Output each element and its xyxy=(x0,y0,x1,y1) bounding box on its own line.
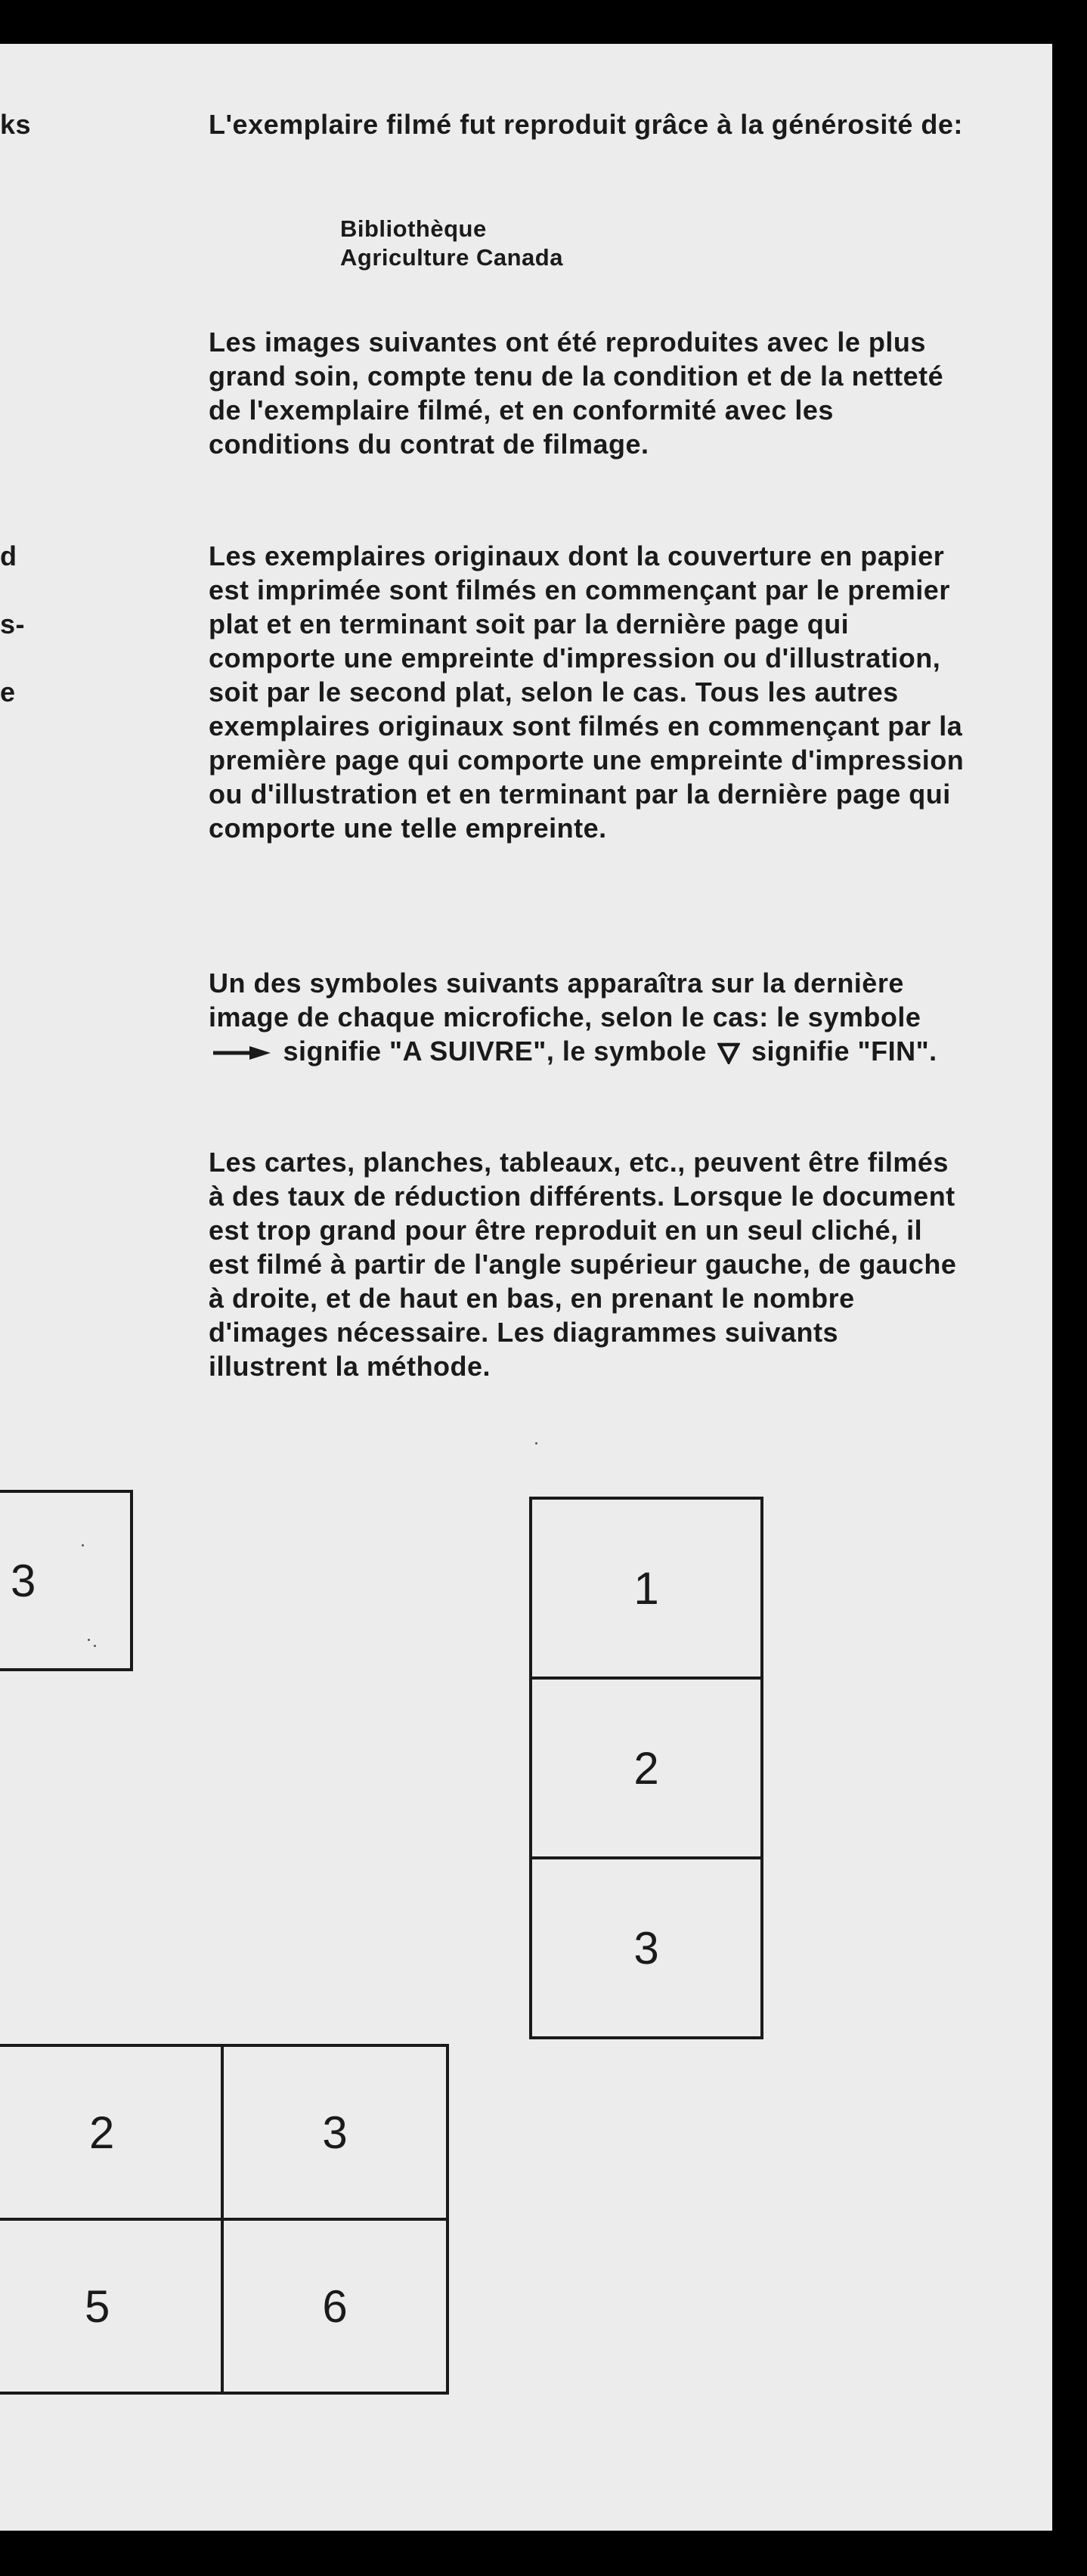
quality-paragraph: Les images suivantes ont été reproduites avec le plus grand soin, compte tenu de la condition et de la netteté de l'exemplaire filmé, et en conformité avec les conditions du contrat de filmage. xyxy=(209,327,944,460)
diagram-cell-number: 2 xyxy=(633,1742,659,1794)
filming-order-paragraph: Les exemplaires originaux dont la couverture en papier est imprimée sont filmés en commençant par le premier plat et en terminant soit par la dernière page qui comporte une empreinte d'impression ou d'illustration, soit par le second plat, selon le cas. Tous les autres exemplaires originaux sont filmés en commençant par la première page qui comporte une empreinte d'impression ou d'illustration et en terminant par la dernière page qui comporte une telle empreinte. xyxy=(209,540,965,844)
arrow-right-icon xyxy=(212,1044,272,1062)
diagram-cell-number: 2 xyxy=(89,2107,115,2158)
diagram-cell xyxy=(221,2044,449,2221)
speck xyxy=(88,1639,90,1641)
diagram-cell xyxy=(529,1497,763,1680)
diagram-cell-number: 5 xyxy=(85,2280,110,2332)
library-line: Bibliothèque xyxy=(340,215,487,242)
diagram-cell xyxy=(0,1490,133,1671)
fragment-text: s- xyxy=(0,608,26,639)
diagram-cell-number: 6 xyxy=(322,2280,348,2332)
diagram-cell xyxy=(0,2218,224,2395)
fragment-text: ks xyxy=(0,109,32,140)
symbols-text: signifie "FIN". xyxy=(751,1036,937,1067)
fragment-text: d xyxy=(0,540,17,571)
reduction-paragraph: Les cartes, planches, tableaux, etc., peuvent être filmés à des taux de réduction différents. Lorsque le document est trop grand pour être reproduit en un seul cliché, il est filmé à partir de l'angle supérieur gauche, de gauche à droite, et de haut en bas, en prenant le nombre d'images nécessaire. Les diagrammes suivants illustrent la méthode. xyxy=(209,1147,957,1382)
diagram-cell xyxy=(221,2218,449,2395)
diagram-cell xyxy=(529,1677,763,1859)
down-triangle-icon xyxy=(717,1042,740,1064)
diagram-cell-number: 3 xyxy=(322,2107,348,2158)
symbols-paragraph xyxy=(209,966,965,1068)
speck xyxy=(535,1442,537,1444)
diagram-cell-number: 3 xyxy=(11,1555,36,1606)
library-line: Agriculture Canada xyxy=(340,244,563,271)
speck xyxy=(94,1645,96,1647)
library-name xyxy=(340,215,794,272)
symbols-text: Un des symboles suivants apparaîtra sur la dernière image de chaque microfiche, selon le cas: le symbole xyxy=(209,968,921,1033)
diagram-cell-number: 1 xyxy=(633,1562,659,1614)
fragment-text: e xyxy=(0,677,16,707)
symbols-text: signifie "A SUIVRE", le symbole xyxy=(283,1036,707,1067)
acknowledgement-paragraph: L'exemplaire filmé fut reproduit grâce à la générosité de: xyxy=(209,109,963,140)
speck xyxy=(82,1544,84,1547)
diagram-cell-number: 3 xyxy=(633,1922,659,1974)
microfiche-page xyxy=(0,44,1052,2531)
diagram-cell xyxy=(529,1856,763,2039)
diagram-cell xyxy=(0,2044,224,2221)
